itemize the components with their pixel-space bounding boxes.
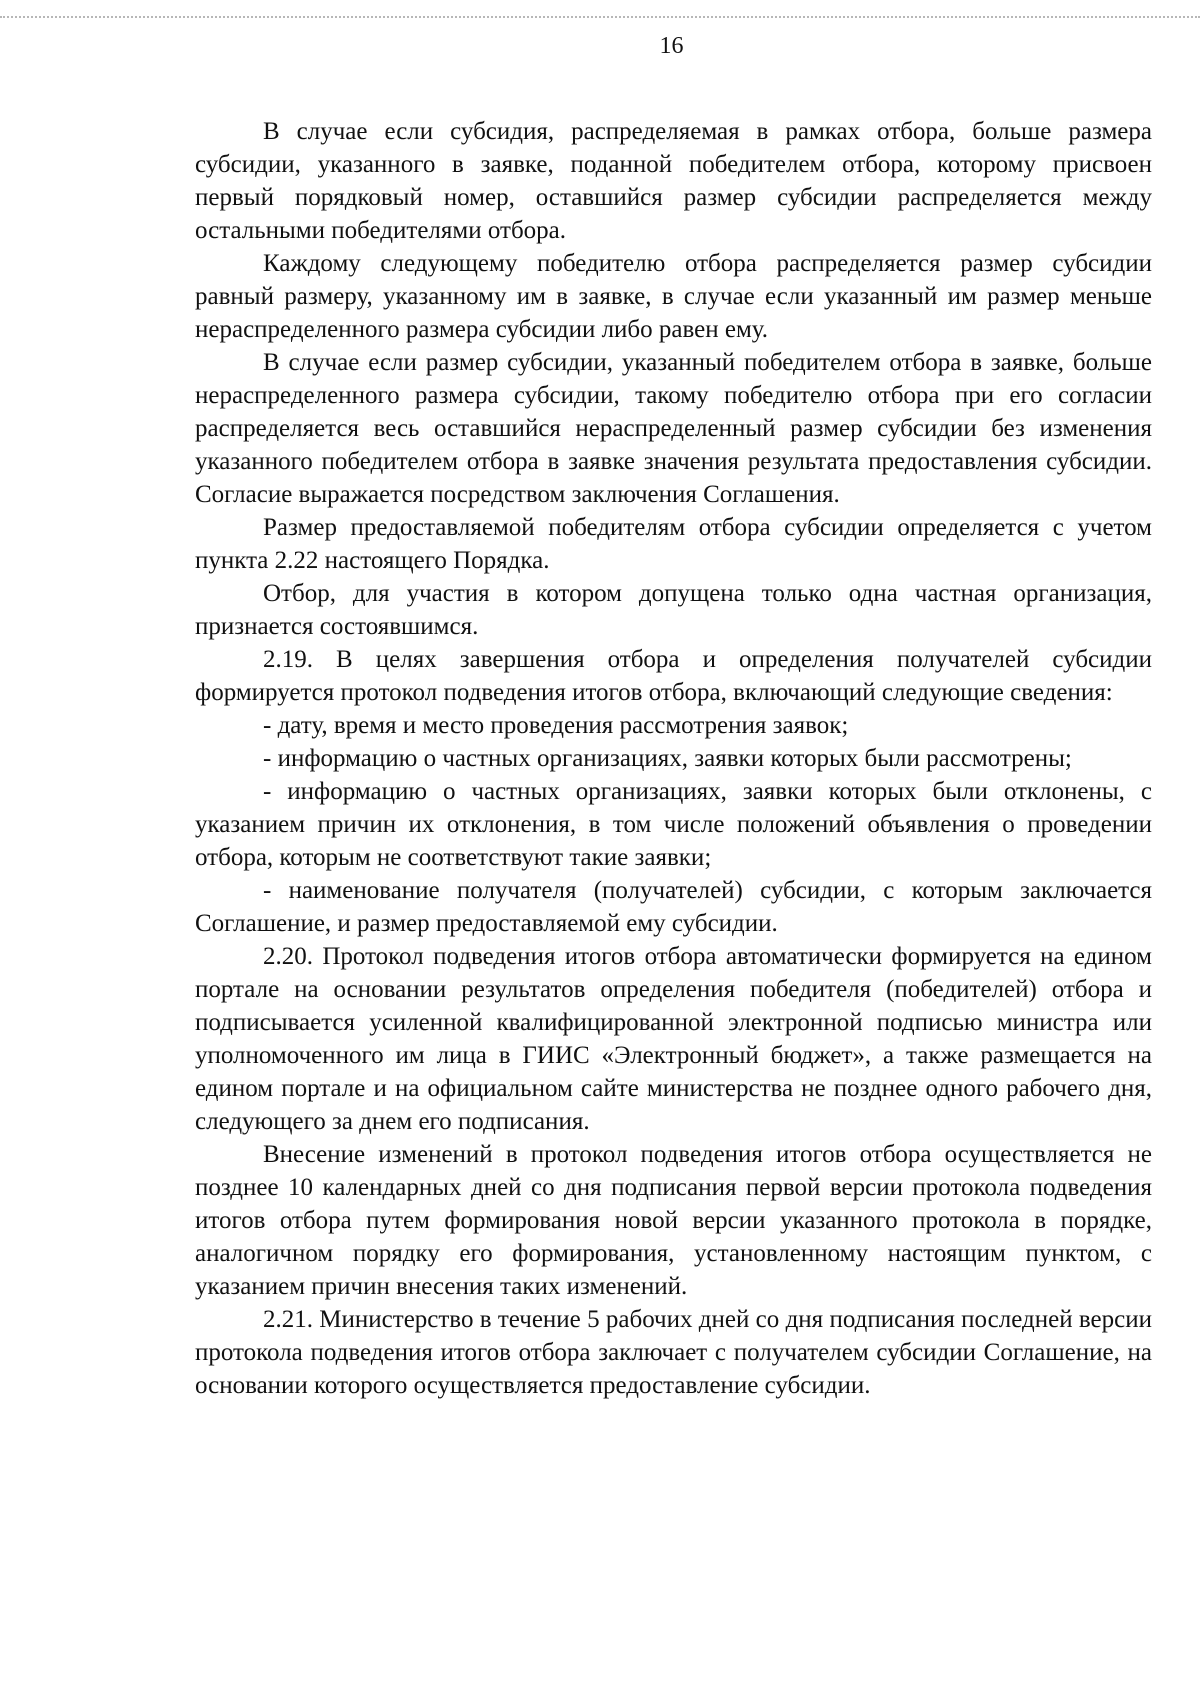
scan-edge-artifact bbox=[0, 16, 1200, 22]
paragraph-subsidy-size: Размер предоставляемой победителям отбора субсидии определяется с учетом пункта 2.22 настоящего Порядка. bbox=[195, 514, 1152, 574]
paragraph-section-2-20: 2.20. Протокол подведения итогов отбора автоматически формируется на едином портале на основании результатов определения победителя (победителей) отбора и подписывается усиленной квалифицированной электронной подписью министра или уполномоченного им лица в ГИИС «Электронный бюджет», а также размещается на едином портале и на официальном сайте министерства не позднее одного рабочего дня, следующего за днем его подписания. bbox=[195, 943, 1152, 1135]
paragraph-next-winner: Каждому следующему победителю отбора распределяется размер субсидии равный размеру, указанному им в заявке, в случае если указанный им размер меньше нераспределенного размера субсидии либо равен ему. bbox=[195, 250, 1152, 343]
list-item-reviewed-applications: - информацию о частных организациях, заявки которых были рассмотрены; bbox=[263, 745, 1072, 772]
paragraph-section-2-21: 2.21. Министерство в течение 5 рабочих дней со дня подписания последней версии протокола подведения итогов отбора заключает с получателем субсидии Соглашение, на основании которого осуществляется предоставление субсидии. bbox=[195, 1306, 1152, 1399]
page-number: 16 bbox=[659, 33, 684, 59]
paragraph-exceeding-request: В случае если размер субсидии, указанный победителем отбора в заявке, больше нераспределенного размера субсидии, такому победителю отбора при его согласии распределяется весь оставшийся нераспределенный размер субсидии без изменения указанного победителем отбора в заявке значения результата предоставления субсидии. Согласие выражается посредством заключения Соглашения. bbox=[195, 349, 1152, 508]
document-body bbox=[195, 115, 1152, 1402]
paragraph-single-participant: Отбор, для участия в котором допущена только одна частная организация, признается состоявшимся. bbox=[195, 580, 1152, 640]
paragraph-distribution-surplus: В случае если субсидия, распределяемая в рамках отбора, больше размера субсидии, указанного в заявке, поданной победителем отбора, которому присвоен первый порядковый номер, оставшийся размер субсидии распределяется между остальными победителями отбора. bbox=[195, 118, 1152, 244]
paragraph-protocol-changes: Внесение изменений в протокол подведения итогов отбора осуществляется не позднее 10 календарных дней со дня подписания первой версии протокола подведения итогов отбора путем формирования новой версии указанного протокола в порядке, аналогичном порядку его формирования, установленному настоящим пунктом, с указанием причин внесения таких изменений. bbox=[195, 1141, 1152, 1300]
list-item-recipient-name: - наименование получателя (получателей) субсидии, с которым заключается Соглашение, и размер предоставляемой ему субсидии. bbox=[195, 877, 1152, 937]
paragraph-section-2-19: 2.19. В целях завершения отбора и определения получателей субсидии формируется протокол подведения итогов отбора, включающий следующие сведения: bbox=[195, 646, 1152, 706]
list-item-date-time-place: - дату, время и место проведения рассмотрения заявок; bbox=[263, 712, 849, 739]
list-item-rejected-applications: - информацию о частных организациях, заявки которых были отклонены, с указанием причин их отклонения, в том числе положений объявления о проведении отбора, которым не соответствуют такие заявки; bbox=[195, 778, 1152, 871]
